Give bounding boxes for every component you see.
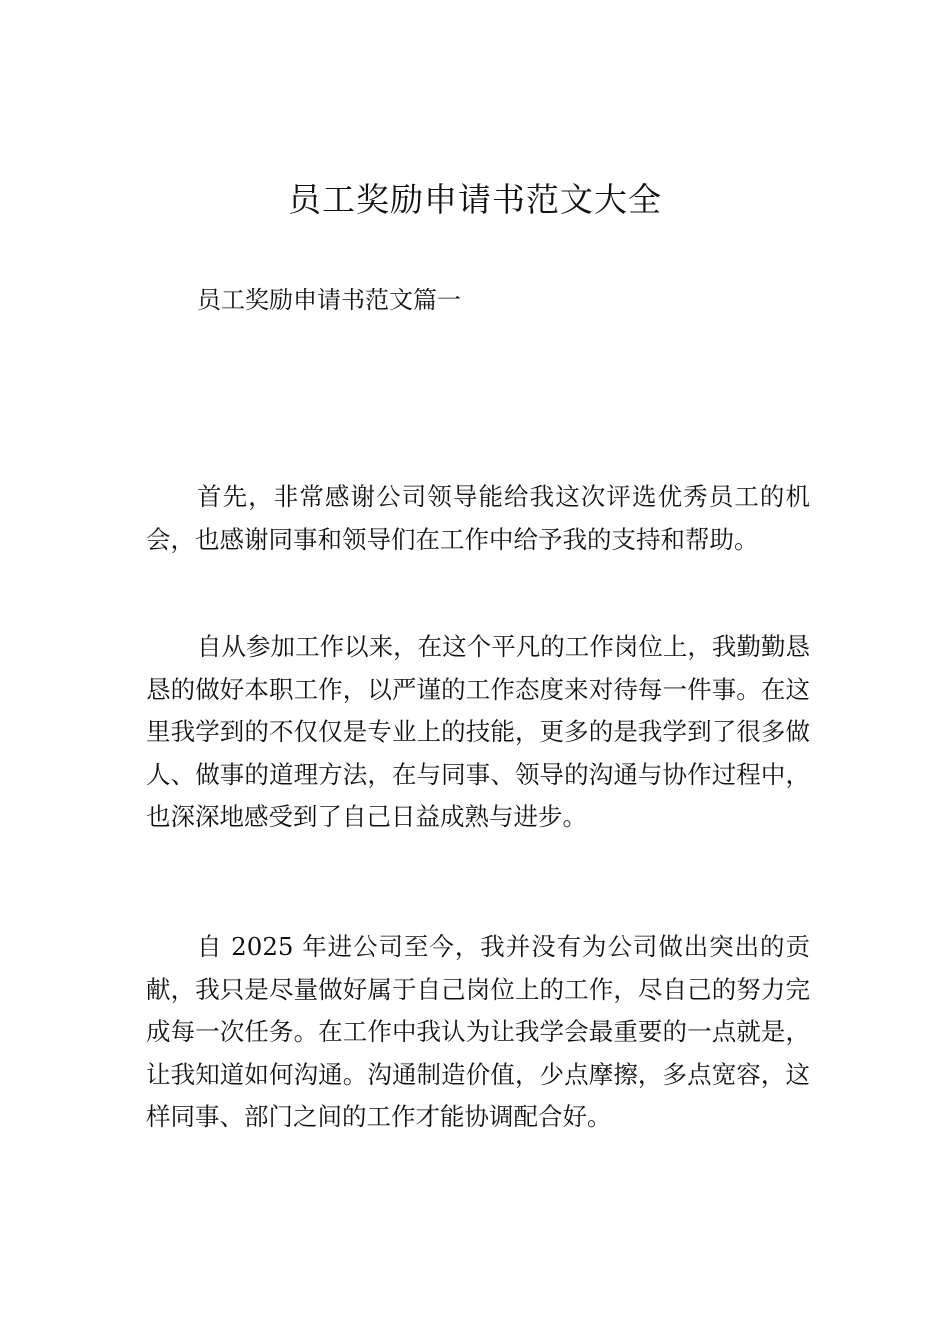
paragraph-1: 首先，非常感谢公司领导能给我这次评选优秀员工的机会，也感谢同事和领导们在工作中给予我的支持和帮助。 <box>146 482 810 554</box>
paragraph-3: 自 2025 年进公司至今，我并没有为公司做出突出的贡献，我只是尽量做好属于自己岗位上的工作，尽自己的努力完成每一次任务。在工作中我认为让我学会最重要的一点就是，让我知道如何沟通。沟通制造价值，少点摩擦，多点宽容，这样同事、部门之间的工作才能协调配合好。 <box>146 932 810 1131</box>
section-heading: 员工奖励申请书范文篇一 <box>197 286 461 314</box>
paragraph-2: 自从参加工作以来，在这个平凡的工作岗位上，我勤勤恳恳的做好本职工作，以严谨的工作态度来对待每一件事。在这里我学到的不仅仅是专业上的技能，更多的是我学到了很多做人、做事的道理方法，在与同事、领导的沟通与协作过程中，也深深地感受到了自己日益成熟与进步。 <box>146 632 810 831</box>
document-title: 员工奖励申请书范文大全 <box>288 180 662 219</box>
